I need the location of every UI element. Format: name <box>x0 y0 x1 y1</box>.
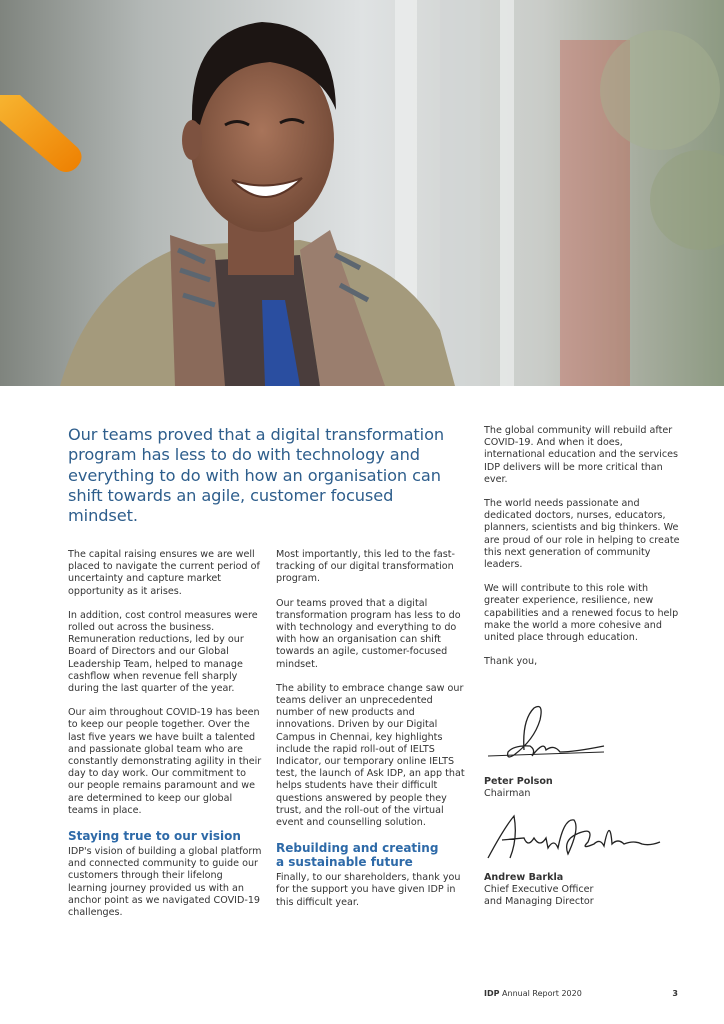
page-number: 3 <box>672 989 678 998</box>
footer-report-label <box>484 989 582 998</box>
col3-paragraph: The global community will rebuild after COVID-19. And when it does, international education and the services IDP delivers will be more critical than ever. <box>484 425 679 485</box>
signatory-title: Chairman <box>484 788 531 800</box>
signatory-title-line-2: and Managing Director <box>484 896 594 908</box>
col2-paragraph: Our teams proved that a digital transformation program has less to do with technology and everything to do with how an organisation can shift towards an agile, customer-focused mindset. <box>276 597 461 670</box>
col1-paragraph: The capital raising ensures we are well placed to navigate the current period of uncertainty and capture market opportunity as it arises. <box>68 549 260 597</box>
hero-photo <box>0 0 724 386</box>
signatory-name: Peter Polson <box>484 776 553 787</box>
section-heading-rebuilding: Rebuilding and creating a sustainable future <box>276 841 439 870</box>
col3-paragraph: We will contribute to this role with greater experience, resilience, new capabilities and a renewed focus to help make the world a more cohesive and united place through education. <box>484 583 679 644</box>
column-2 <box>276 549 466 921</box>
col1-paragraph: Our aim throughout COVID-19 has been to keep our people together. Over the last five years we have built a talented and passionate global team who are constantly demonstrating agility in their day to day work. Our commitment to our people remains paramount and we are determined to keep our global teams in place. <box>68 707 262 816</box>
signature-andrew-barkla <box>484 808 664 868</box>
portrait-illustration <box>0 0 724 386</box>
column-3 <box>484 425 680 680</box>
footer-brand: IDP <box>484 989 500 998</box>
col2-paragraph: Finally, to our shareholders, thank you for the support you have given IDP in this difficult year. <box>276 872 461 908</box>
closing-text: Thank you, <box>484 656 538 668</box>
signatory-1 <box>484 776 680 800</box>
signatory-2 <box>484 872 680 909</box>
section-heading-vision: Staying true to our vision <box>68 829 241 844</box>
page-footer <box>484 989 678 998</box>
col1-paragraph: In addition, cost control measures were rolled out across the business. Remuneration reductions, led by our Board of Directors and our Global Leadership Team, helped to manage cashflow when revenue fell sharply during the last quarter of the year. <box>68 609 258 695</box>
signature-peter-polson <box>484 700 614 770</box>
col2-paragraph: Most importantly, this led to the fast-tracking of our digital transformation program. <box>276 549 456 585</box>
footer-report-title: Annual Report 2020 <box>502 989 582 998</box>
col2-paragraph: The ability to embrace change saw our teams deliver an unprecedented number of new products and innovations. Driven by our Digital Campus in Chennai, key highlights include the rapid roll-out of IELTS Indicator, our temporary online IELTS test, the launch of Ask IDP, an app that helps students have their difficult questions answered by people they trust, and the roll-out of the virtual event and counselling solution. <box>276 682 465 829</box>
signatory-title: Chief Executive Officer <box>484 884 594 896</box>
col3-paragraph: The world needs passionate and dedicated doctors, nurses, educators, planners, scientists and big thinkers. We are proud of our role in helping to create this next generation of community leaders. <box>484 498 680 571</box>
column-1 <box>68 549 264 931</box>
signatory-name: Andrew Barkla <box>484 872 564 883</box>
pull-quote: Our teams proved that a digital transformation program has less to do with technology and everything to do with how an organisation can shift towards an agile, customer focused mindset. <box>68 425 445 526</box>
col1-paragraph: IDP's vision of building a global platform and connected community to guide our customers through their lifelong learning journey provided us with an anchor point as we navigated COVID-19 challenges. <box>68 846 262 919</box>
